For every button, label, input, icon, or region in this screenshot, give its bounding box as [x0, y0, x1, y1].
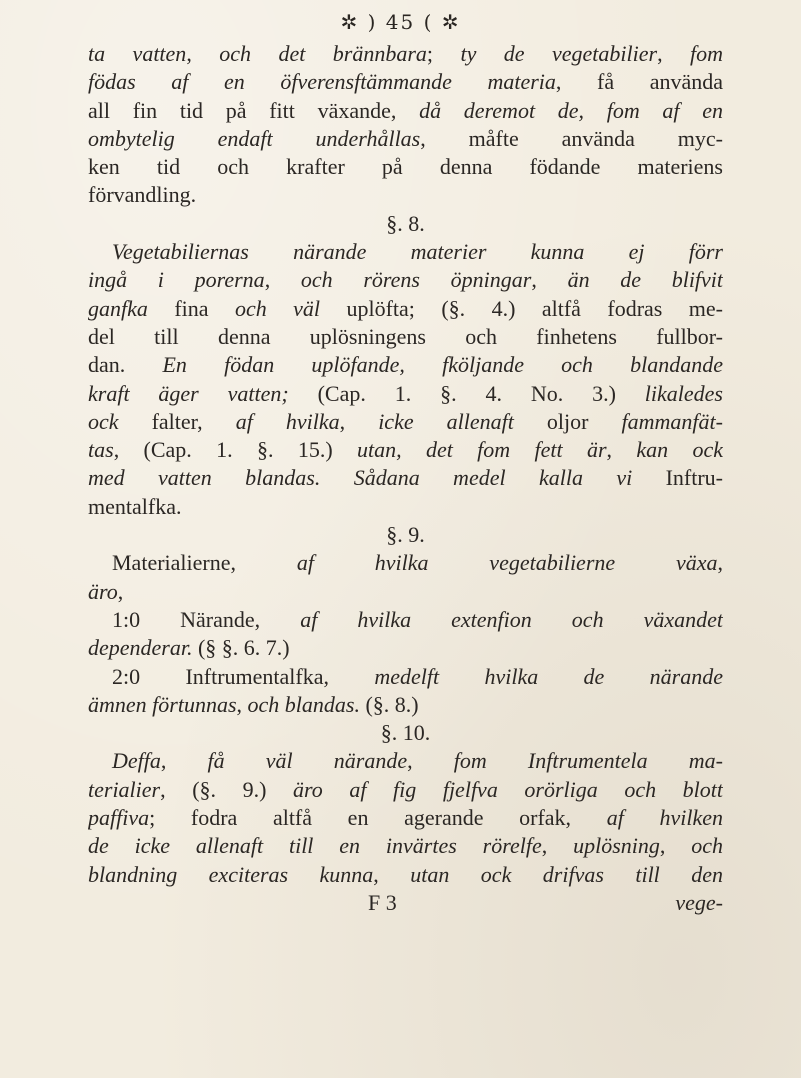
text-line: förvandling. [88, 182, 197, 208]
text-line: tas, (Cap. 1. §. 15.) utan, det fom fett är, kan ock [88, 437, 723, 463]
section-heading: §. 8. [386, 210, 425, 236]
text-line: blandning exciteras kunna, utan ock drifvas till den [88, 861, 723, 887]
text-line: mentalfka. [88, 493, 182, 519]
page-footer [88, 889, 723, 917]
signature-mark: F 3 [368, 889, 397, 915]
text-line: dependerar. (§ §. 6. 7.) [88, 635, 290, 661]
body-text [88, 40, 723, 917]
text-line: dan. En födan uplöfande, fköljande och blandande [88, 352, 723, 378]
text-line: all fin tid på fitt växande, då deremot de, fom af en [88, 97, 723, 123]
text-line: ganfka fina och väl uplöfta; (§. 4.) altfå fodras me- [88, 295, 723, 321]
page-header: ✲ ) 45 ( ✲ [340, 10, 461, 34]
section-heading: §. 9. [386, 522, 425, 548]
text-line: terialier, (§. 9.) äro af fig fjelfva orörliga och blott [88, 776, 723, 802]
text-line: äro, [88, 578, 124, 604]
text-line: ombytelig endaft underhållas, måfte använda myc- [88, 125, 723, 151]
text-line: del till denna uplösningens och finhetens fullbor- [88, 323, 723, 349]
text-line: Materialierne, af hvilka vegetabilierne växa, [112, 550, 723, 576]
text-line: Deffa, få väl närande, fom Inftrumentela ma- [112, 748, 723, 774]
text-line: paffiva; fodra altfå en agerande orfak, af hvilken [88, 805, 723, 831]
text-line: 2:0 Inftrumentalfka, medelft hvilka de närande [112, 663, 723, 689]
text-line: ock falter, af hvilka, icke allenaft oljor fammanfät- [88, 408, 723, 434]
text-line: ingå i porerna, och rörens öpningar, än de blifvit [88, 267, 723, 293]
text-line: de icke allenaft till en invärtes rörelfe, uplösning, och [88, 833, 723, 859]
catchword: vege- [675, 889, 723, 915]
text-line: Vegetabiliernas närande materier kunna ej förr [112, 239, 723, 265]
text-line: 1:0 Närande, af hvilka extenfion och växandet [112, 606, 723, 632]
text-line: ken tid och krafter på denna födande materiens [88, 154, 723, 180]
text-line: kraft äger vatten; (Cap. 1. §. 4. No. 3.) likaledes [88, 380, 723, 406]
text-line: ämnen förtunnas, och blandas. (§. 8.) [88, 691, 419, 717]
section-heading: §. 10. [380, 720, 431, 746]
text-line: födas af en öfverensftämmande materia, få använda [88, 69, 723, 95]
text-line: ta vatten, och det brännbara; ty de vegetabilier, fom [88, 41, 723, 66]
text-line: med vatten blandas. Sådana medel kalla vi Inftru- [88, 465, 723, 491]
